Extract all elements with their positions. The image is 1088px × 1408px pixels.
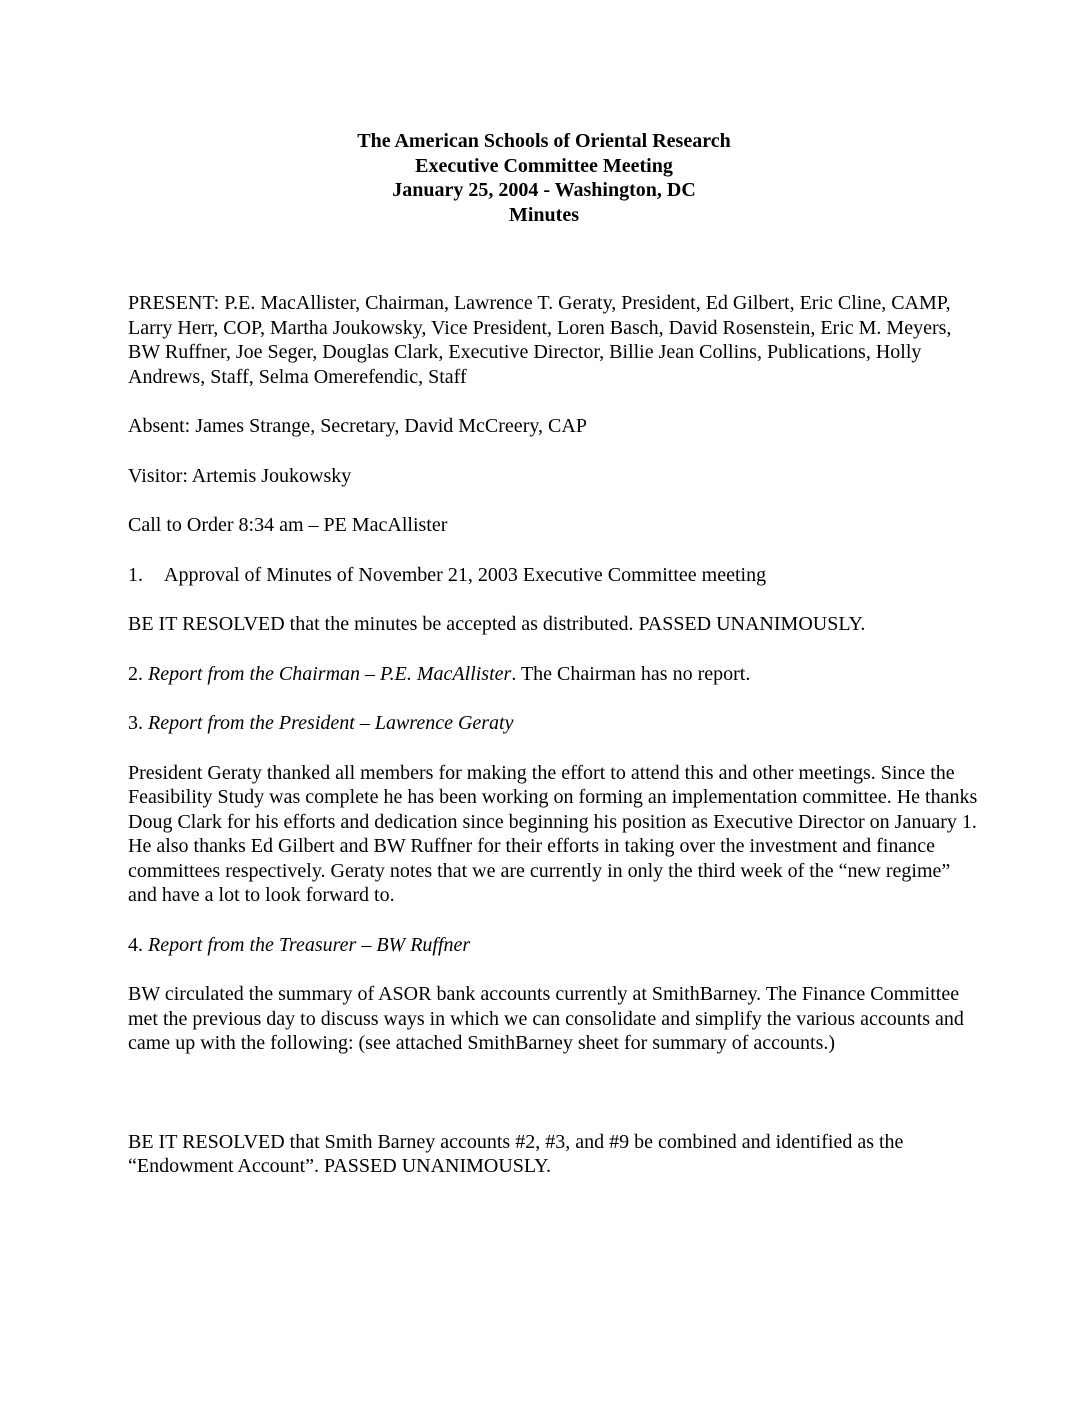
present-list: PRESENT: P.E. MacAllister, Chairman, Lawrence T. Geraty, President, Ed Gilbert, Eric Cline, CAMP, Larry Herr, COP, Martha Joukowsky, Vice President, Loren Basch, David Rosenstein, Eric M. Meyers, BW Ruffner, Joe Seger, Douglas Clark, Executive Director, Billie Jean Collins, Publications, Holly Andrews, Staff, Selma Omerefendic, Staff: [128, 292, 952, 388]
treasurer-report-text: BW circulated the summary of ASOR bank accounts currently at SmithBarney. The Finance Committee met the previous day to discuss ways in which we can consolidate and simplify the various accounts and came up with the following: (see attached SmithBarney sheet for summary of accounts.): [128, 983, 964, 1054]
agenda-item-text: Approval of Minutes of November 21, 2003 Executive Committee meeting: [164, 563, 767, 586]
agenda-item-title: Report from the Chairman – P.E. MacAllister: [148, 662, 512, 685]
agenda-item-text: . The Chairman has no report.: [511, 662, 751, 685]
meeting-title: Executive Committee Meeting: [415, 154, 673, 177]
agenda-item-3: [128, 711, 978, 736]
agenda-item-title: Report from the President – Lawrence Geraty: [148, 712, 514, 734]
organization-title: The American Schools of Oriental Research: [357, 130, 731, 152]
meeting-date-location: January 25, 2004 - Washington, DC: [392, 179, 696, 201]
minutes-heading: Minutes: [509, 203, 579, 226]
agenda-item-number: 4.: [128, 933, 143, 956]
visitor-list: Visitor: Artemis Joukowsky: [128, 464, 352, 487]
agenda-item-1: [128, 563, 978, 588]
agenda-item-number: 1.: [128, 563, 143, 586]
president-report-text: President Geraty thanked all members for making the effort to attend this and other meetings. Since the Feasibility Study was complete he has been working on forming an implementation committee. He thanks Doug Clark for his efforts and dedication since beginning his position as Executive Director on January 1. He also thanks Ed Gilbert and BW Ruffner for their efforts in taking over the investment and finance committees respectively. Geraty notes that we are currently in only the third week of the “new regime” and have a lot to look forward to.: [128, 761, 978, 906]
resolution-minutes: BE IT RESOLVED that the minutes be accepted as distributed. PASSED UNANIMOUSLY.: [128, 613, 866, 635]
agenda-item-number: 2.: [128, 662, 143, 685]
document-header: [0, 129, 1088, 227]
agenda-item-4: [128, 933, 978, 958]
agenda-item-2: [128, 662, 978, 687]
call-to-order: Call to Order 8:34 am – PE MacAllister: [128, 514, 448, 536]
absent-list: Absent: James Strange, Secretary, David McCreery, CAP: [128, 415, 587, 437]
agenda-item-title: Report from the Treasurer – BW Ruffner: [148, 933, 471, 956]
resolution-endowment-account: BE IT RESOLVED that Smith Barney accounts #2, #3, and #9 be combined and identified as the “Endowment Account”. PASSED UNANIMOUSLY.: [128, 1130, 904, 1177]
agenda-item-number: 3.: [128, 712, 143, 734]
minutes-body: [128, 291, 978, 1179]
